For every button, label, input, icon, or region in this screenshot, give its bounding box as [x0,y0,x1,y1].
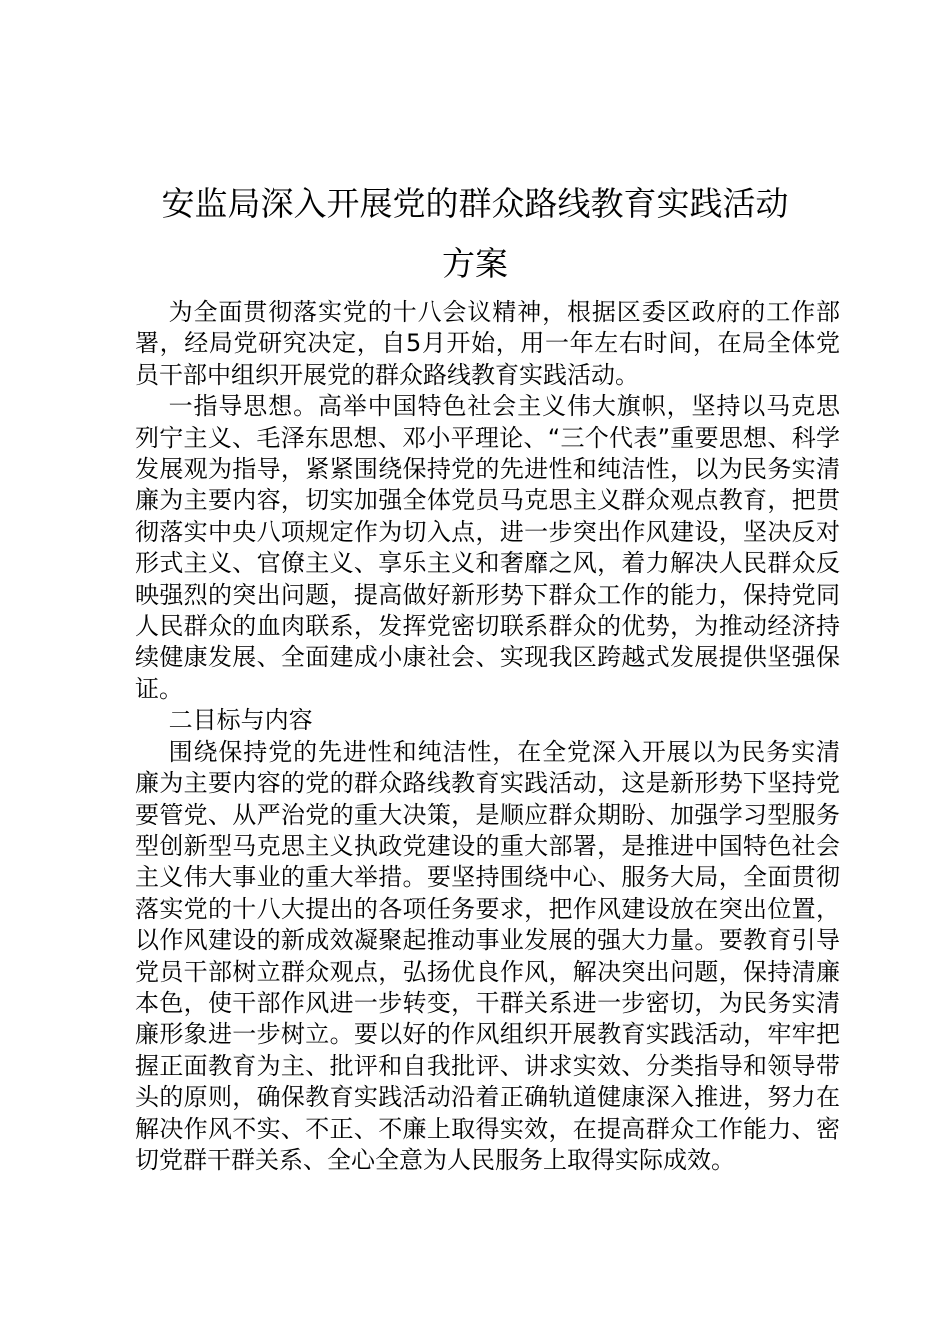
document-body [135,297,840,1176]
paragraph-goals-content: 围绕保持党的先进性和纯洁性，在全党深入开展以为民务实清廉为主要内容的党的群众路线教育实践活动，这是新形势下坚持党要管党、从严治党的重大决策，是顺应群众期盼、加强学习型服务型创新型马克思主义执政党建设的重大部署，是推进中国特色社会主义伟大事业的重大举措。要坚持围绕中心、服务大局，全面贯彻落实党的十八大提出的各项任务要求，把作风建设放在突出位置，以作风建设的新成效凝聚起推动事业发展的强大力量。要教育引导党员干部树立群众观点，弘扬优良作风，解决突出问题，保持清廉本色，使干部作风进一步转变，干群关系进一步密切，为民务实清廉形象进一步树立。要以好的作风组织开展教育实践活动，牢牢把握正面教育为主、批评和自我批评、讲求实效、分类指导和领导带头的原则，确保教育实践活动沿着正确轨道健康深入推进，努力在解决作风不实、不正、不廉上取得实效，在提高群众工作能力、密切党群干群关系、全心全意为人民服务上取得实际成效。 [135,737,840,1174]
section-heading-goals: 二目标与内容 [168,706,313,735]
paragraph-guiding-thought: 一指导思想。高举中国特色社会主义伟大旗帜，坚持以马克思列宁主义、毛泽东思想、邓小平理论、“三个代表”重要思想、科学发展观为指导，紧紧围绕保持党的先进性和纯洁性，以为民务实清廉为主要内容，切实加强全体党员马克思主义群众观点教育，把贯彻落实中央八项规定作为切入点，进一步突出作风建设，坚决反对形式主义、官僚主义、享乐主义和奢靡之风，着力解决人民群众反映强烈的突出问题，提高做好新形势下群众工作的能力，保持党同人民群众的血肉联系，发挥党密切联系群众的优势，为推动经济持续健康发展、全面建成小康社会、实现我区跨越式发展提供坚强保证。 [135,392,840,703]
document-title-line-2: 方案 [442,244,508,283]
document-title-line-1: 安监局深入开展党的群众路线教育实践活动 [161,184,789,223]
paragraph-intro: 为全面贯彻落实党的十八会议精神，根据区委区政府的工作部署，经局党研究决定，自5月开始，用一年左右时间，在局全体党员干部中组织开展党的群众路线教育实践活动。 [135,298,840,389]
